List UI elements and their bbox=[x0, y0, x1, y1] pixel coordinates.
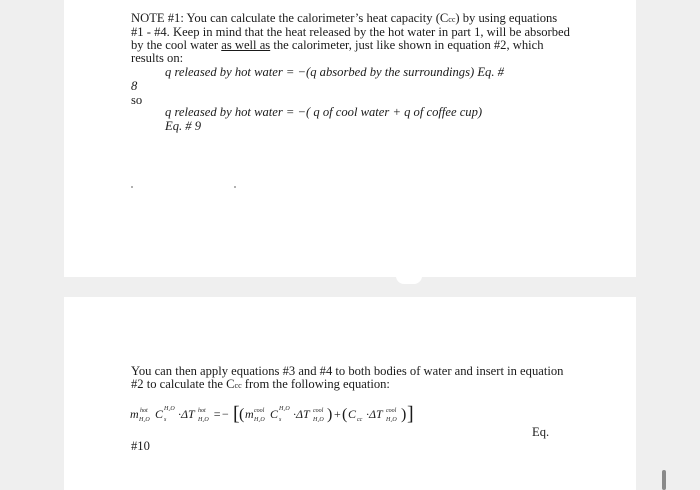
page-fold-notch bbox=[396, 276, 422, 284]
scrollbar-thumb[interactable] bbox=[662, 470, 666, 490]
formula-sup-cool: cool bbox=[313, 408, 324, 414]
formula-bracket: [ bbox=[233, 403, 240, 425]
note-cc-subscript: cc bbox=[448, 15, 456, 24]
note-text-2: ) by using equations #1 - #4. Keep in mind that the heat released by the hot water in part 1, will be absorbed by the cool water bbox=[131, 11, 570, 52]
formula-bracket: ] bbox=[407, 403, 414, 425]
formula-sub-h2o: H₂O bbox=[386, 417, 397, 423]
formula-equals-minus: =− bbox=[213, 407, 230, 421]
formula-delta-t: ·ΔT bbox=[178, 407, 195, 421]
formula-plus: + bbox=[334, 407, 341, 421]
equation-8-number: 8 bbox=[131, 79, 138, 93]
stray-mark bbox=[131, 186, 133, 188]
formula-paren: ( bbox=[239, 406, 245, 423]
formula-c: C bbox=[155, 407, 164, 421]
apply-paragraph bbox=[131, 365, 571, 392]
equation-9: q released by hot water = −( q of cool water + q of coffee cup) bbox=[165, 105, 483, 119]
note-text-1: NOTE #1: You can calculate the calorimeter’s heat capacity (C bbox=[131, 11, 449, 25]
calorimeter-formula bbox=[128, 398, 478, 428]
equation-10-label: Eq. bbox=[532, 425, 550, 439]
formula-sup-cool: cool bbox=[386, 408, 397, 414]
formula-c: C bbox=[270, 407, 279, 421]
equation-8: q released by hot water = −(q absorbed by the surroundings) Eq. # bbox=[165, 65, 504, 79]
formula-sup-h2o: H₂O bbox=[279, 406, 290, 412]
apply-text-2: from the following equation: bbox=[241, 377, 390, 391]
formula-c-cc: C bbox=[348, 407, 357, 421]
equation-9-number: Eq. # 9 bbox=[165, 119, 202, 133]
note-underlined-text: as well as bbox=[221, 38, 271, 52]
formula-m-hot: m bbox=[130, 407, 139, 421]
formula-paren: ) bbox=[401, 406, 407, 423]
formula-sub-h2o: H₂O bbox=[139, 417, 150, 423]
note-text-3: the calorimeter, just like shown in equation #2, which results on: bbox=[131, 38, 544, 65]
formula-sub-cc: cc bbox=[357, 417, 363, 423]
formula-sup-h2o: H₂O bbox=[164, 406, 175, 412]
so-label: so bbox=[131, 93, 143, 107]
formula-paren: ( bbox=[342, 406, 348, 423]
formula-sup-hot: hot bbox=[198, 408, 206, 414]
formula-delta-t: ·ΔT bbox=[293, 407, 310, 421]
formula-sup-hot: hot bbox=[140, 408, 148, 414]
formula-sup-cool: cool bbox=[254, 408, 265, 414]
formula-sub-h2o: H₂O bbox=[313, 417, 324, 423]
equation-10-number: #10 bbox=[131, 439, 150, 453]
formula-sub-h2o: H₂O bbox=[254, 417, 265, 423]
apply-text-1: You can then apply equations #3 and #4 to both bodies of water and insert in equation #2 to calculate the C bbox=[131, 364, 564, 391]
note-paragraph bbox=[131, 12, 571, 65]
stray-mark bbox=[234, 186, 236, 188]
formula-sub-h2o: H₂O bbox=[198, 417, 209, 423]
formula-sub-s: s bbox=[279, 417, 282, 423]
formula-sub-s: s bbox=[164, 417, 167, 423]
apply-cc-subscript: cc bbox=[234, 381, 242, 390]
formula-m-cool: m bbox=[245, 407, 254, 421]
document-page-1 bbox=[64, 0, 636, 277]
formula-paren: ) bbox=[327, 406, 333, 423]
formula-delta-t: ·ΔT bbox=[366, 407, 383, 421]
document-page-2 bbox=[64, 297, 636, 490]
